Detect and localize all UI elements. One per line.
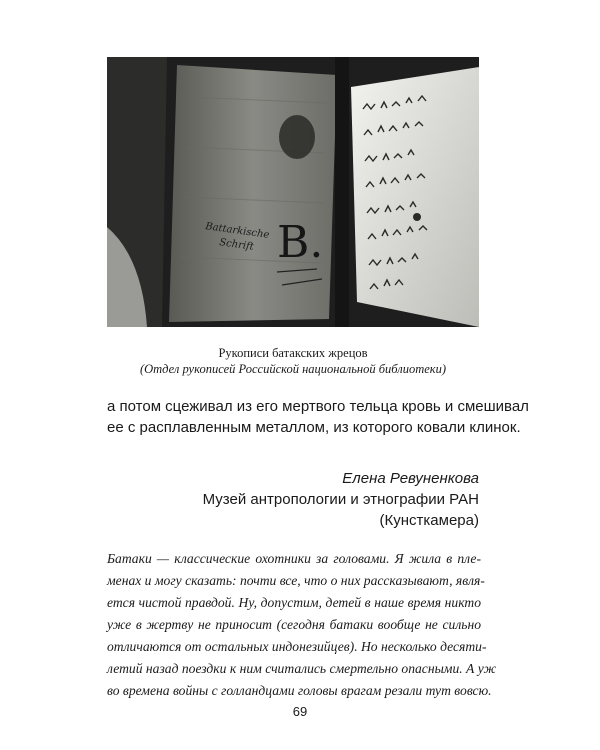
quote-line: летий назад поездки к ним считались смертельно опасными. А уж	[107, 661, 497, 676]
figure-caption-title: Рукописи батакских жрецов	[218, 346, 368, 360]
body-line: ее с расплавленным металлом, из которого ковали клинок.	[107, 419, 521, 436]
quote-line: ется чистой правдой. Ну, допустим, детей в наше время никто	[107, 595, 481, 610]
body-line: а потом сцеживал из его мертвого тельца кровь и смешивал	[107, 398, 529, 415]
quote-line: уже в жертву не приносит (сегодня батаки вообще не сильно	[107, 617, 481, 632]
attribution-block	[203, 468, 479, 531]
svg-text:B.: B.	[277, 217, 324, 268]
quote-line: менах и могу сказать: почти все, что о них рассказывают, явля-	[107, 573, 485, 588]
quote-line: отличаются от остальных индонезийцев). Но несколько десяти-	[107, 639, 487, 654]
page-number: 69	[292, 704, 308, 719]
svg-text:Battarkische: Battarkische	[204, 221, 270, 241]
manuscript-photo-drawing	[107, 57, 479, 327]
manuscript-photo	[107, 57, 479, 327]
quote-line: во времена войны с голландцами головы врагам резали тут вовсю.	[107, 683, 492, 698]
author-affiliation-note: (Кунсткамера)	[379, 512, 479, 529]
quote-line: Батаки — классические охотники за головами. Я жила в пле-	[107, 551, 481, 566]
author-name: Елена Ревуненкова	[342, 470, 479, 487]
author-affiliation: Музей антропологии и этнографии РАН	[202, 491, 479, 508]
quote-paragraph	[107, 548, 497, 702]
svg-text:Schrift: Schrift	[218, 237, 255, 253]
body-paragraph	[107, 396, 529, 438]
figure-caption-source: (Отдел рукописей Российской национальной библиотеки)	[139, 362, 447, 376]
